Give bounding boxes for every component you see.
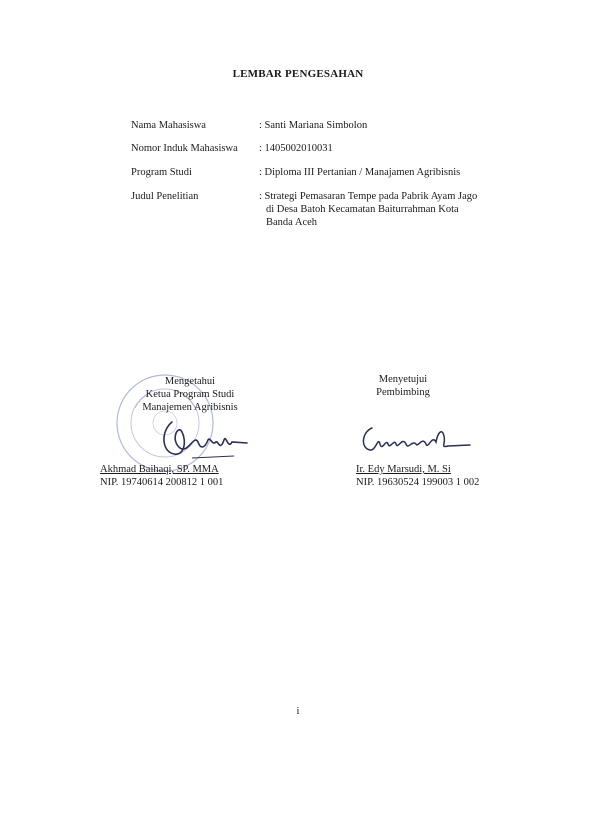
field-value-line: Banda Aceh: [266, 217, 318, 228]
left-signatory-nip: NIP. 19740614 200812 1 001: [100, 477, 224, 488]
field-value-line: : Strategi Pemasaran Tempe pada Pabrik Ayam Jago: [259, 191, 478, 202]
right-signatory-name: Ir. Edy Marsudi, M. Si: [356, 464, 451, 475]
field-value-line: : Diploma III Pertanian / Manajamen Agribisnis: [259, 167, 461, 178]
field-label: Nama Mahasiswa: [131, 120, 206, 131]
field-value: [259, 166, 499, 179]
left-signatory-name: Akhmad Baihaqi, SP. MMA: [100, 464, 219, 475]
page-title: LEMBAR PENGESAHAN: [232, 68, 364, 80]
right-signatory-block: [350, 373, 500, 399]
field-label: Judul Penelitian: [131, 191, 199, 202]
left-approval-caption: Mengetahui: [164, 376, 216, 387]
field-value-line: : 1405002010031: [259, 143, 333, 154]
right-signature-icon: [352, 414, 472, 459]
right-signatory-nip: NIP. 19630524 199003 1 002: [356, 477, 480, 488]
left-position-line: Ketua Program Studi: [145, 389, 235, 400]
left-signatory-block: [100, 375, 280, 414]
left-department-line: Manajemen Agribisnis: [142, 402, 238, 413]
field-value-line: : Santi Mariana Simbolon: [259, 120, 368, 131]
left-signatory-identity: [100, 463, 223, 489]
left-signature-icon: [152, 412, 252, 467]
field-label: Nomor Induk Mahasiswa: [131, 143, 238, 154]
field-value: [259, 190, 499, 229]
right-position-line: Pembimbing: [376, 387, 430, 398]
right-signatory-identity: [356, 463, 479, 489]
field-value: [259, 119, 499, 132]
field-value: [259, 142, 499, 155]
page-number: i: [296, 706, 300, 717]
field-value-line: di Desa Batoh Kecamatan Baiturrahman Kota: [266, 204, 459, 215]
right-approval-caption: Menyetujui: [378, 374, 428, 385]
field-label: Program Studi: [131, 167, 192, 178]
